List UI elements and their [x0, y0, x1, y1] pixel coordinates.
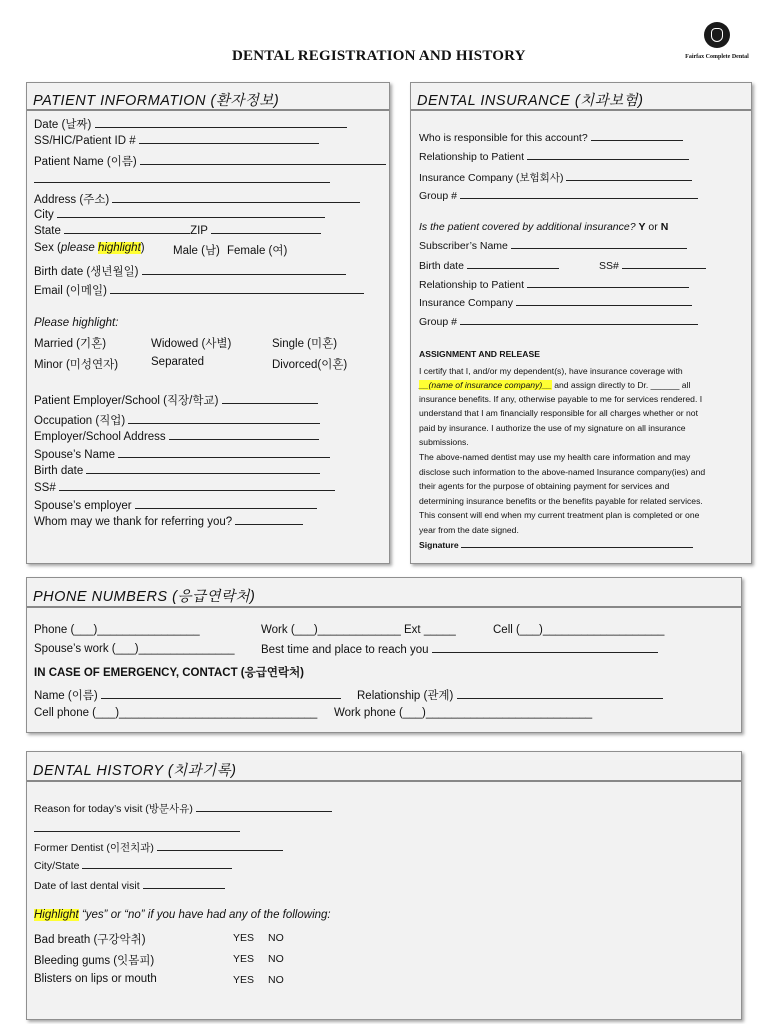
relationship-field-2[interactable]: Relationship to Patient [419, 278, 689, 291]
dental-insurance-heading: DENTAL INSURANCE (치과보험) [417, 93, 644, 109]
yes-option[interactable]: Y [638, 221, 646, 233]
visit-reason-field-line2[interactable] [34, 822, 240, 835]
condition-yes-option[interactable]: YES [233, 974, 255, 986]
work-phone-ext-field[interactable]: Work (___)_____________ Ext _____ [261, 624, 456, 636]
phone-numbers-heading: PHONE NUMBERS (응급연락처) [33, 589, 256, 605]
emergency-relationship-field[interactable]: Relationship (관계) [357, 687, 663, 703]
no-option[interactable]: N [660, 221, 669, 233]
condition-label: Blisters on lips or mouth [34, 973, 157, 985]
patient-name-field-line2[interactable] [34, 173, 330, 186]
clinic-logo [682, 22, 752, 60]
assignment-line: insurance benefits. If any, otherwise payable to me for services rendered. I [419, 394, 703, 404]
condition-no-option[interactable]: NO [268, 974, 284, 986]
dental-history-panel [26, 751, 742, 1020]
assignment-line: understand that I am financially responsible for all charges whether or not [419, 408, 698, 418]
signature-field[interactable]: Signature [419, 540, 693, 550]
assignment-line: I certify that I, and/or my dependent(s), have insurance coverage with [419, 366, 683, 376]
spouse-name-field[interactable]: Spouse’s Name [34, 448, 330, 461]
cell-field[interactable]: Cell (___)___________________ [493, 624, 665, 636]
referral-field[interactable]: Whom may we thank for referring you? [34, 515, 303, 528]
group-field-2[interactable]: Group # [419, 315, 698, 328]
spouse-birth-date-field[interactable]: Birth date [34, 464, 320, 477]
emergency-name-field[interactable]: Name (이름) [34, 687, 341, 703]
condition-yes-option[interactable]: YES [233, 932, 255, 944]
visit-reason-field[interactable]: Reason for today’s visit (방문사유) [34, 801, 332, 816]
male-option[interactable]: Male (남) [173, 245, 220, 257]
emergency-work-phone-field[interactable]: Work phone (___)__________________________ [334, 707, 593, 719]
subscriber-name-field[interactable]: Subscriber’s Name [419, 239, 687, 252]
married-option[interactable]: Married (기혼) [34, 338, 107, 350]
female-option[interactable]: Female (여) [227, 245, 288, 257]
insurance-company-field[interactable]: Insurance Company (보험회사) [419, 170, 692, 185]
tooth-logo-icon [704, 22, 730, 48]
patient-name-field[interactable]: Patient Name (이름) [34, 153, 386, 169]
condition-label: Bad breath (구강악취) [34, 934, 146, 946]
spouse-employer-field[interactable]: Spouse’s employer [34, 499, 317, 512]
subscriber-ss-field[interactable]: SS# [599, 259, 706, 272]
release-line: This consent will end when my current treatment plan is completed or one [419, 510, 700, 520]
assignment-line: submissions. [419, 437, 469, 447]
subscriber-birth-date-field[interactable]: Birth date [419, 259, 559, 272]
highlight-instructions: Highlight “yes” or “no” if you have had any of the following: [34, 909, 331, 921]
responsible-field[interactable]: Who is responsible for this account? [419, 131, 683, 144]
former-dentist-field[interactable]: Former Dentist (이전치과) [34, 840, 283, 855]
divorced-option[interactable]: Divorced(이혼) [272, 359, 348, 371]
assignment-heading: ASSIGNMENT AND RELEASE [419, 349, 540, 359]
condition-label: Bleeding gums (잇몸피) [34, 955, 155, 967]
best-time-field[interactable]: Best time and place to reach you [261, 643, 658, 656]
spouse-ss-field[interactable]: SS# [34, 481, 335, 494]
condition-no-option[interactable]: NO [268, 932, 284, 944]
release-line: disclose such information to the above-named Insurance company(ies) and [419, 467, 706, 477]
patient-information-heading: PATIENT INFORMATION (환자정보) [33, 93, 280, 109]
assignment-line: __(name of insurance company)__ and assign directly to Dr. ______ all [419, 380, 691, 390]
phone-numbers-panel [26, 577, 742, 733]
dental-history-heading: DENTAL HISTORY (치과기록) [33, 763, 237, 779]
single-option[interactable]: Single (미혼) [272, 338, 338, 350]
employer-address-field[interactable]: Employer/School Address [34, 430, 319, 443]
separated-option[interactable]: Separated [151, 356, 205, 368]
condition-no-option[interactable]: NO [268, 953, 284, 965]
marital-status-label: Please highlight: [34, 317, 119, 329]
date-field[interactable]: Date (날짜) [34, 116, 347, 132]
condition-yes-option[interactable]: YES [233, 953, 255, 965]
document-title: DENTAL REGISTRATION AND HISTORY [232, 48, 526, 64]
assignment-line: paid by insurance. I authorize the use of my signature on all insurance [419, 423, 686, 433]
widowed-option[interactable]: Widowed (사별) [151, 338, 232, 350]
emergency-cell-phone-field[interactable]: Cell phone (___)_______________________________ [34, 707, 318, 719]
employer-school-field[interactable]: Patient Employer/School (직장/학교) [34, 392, 318, 408]
birth-date-field[interactable]: Birth date (생년월일) [34, 263, 346, 279]
patient-information-panel [26, 82, 390, 564]
ss-id-field[interactable]: SS/HIC/Patient ID # [34, 134, 319, 147]
last-visit-date-field[interactable]: Date of last dental visit [34, 879, 225, 892]
group-field[interactable]: Group # [419, 189, 698, 202]
state-zip-field[interactable]: State ZIP [34, 224, 321, 237]
dental-insurance-panel [410, 82, 752, 564]
city-state-field[interactable]: City/State [34, 859, 232, 872]
relationship-field[interactable]: Relationship to Patient [419, 150, 689, 163]
insurance-company-field-2[interactable]: Insurance Company [419, 296, 692, 309]
release-line: their agents for the purpose of obtaining payment for services and [419, 481, 670, 491]
emergency-contact-heading: IN CASE OF EMERGENCY, CONTACT (응급연락처) [34, 667, 305, 679]
occupation-field[interactable]: Occupation (직업) [34, 412, 320, 428]
spouse-work-field[interactable]: Spouse’s work (___)_______________ [34, 643, 235, 655]
minor-option[interactable]: Minor (미성연자) [34, 359, 119, 371]
logo-text: Fairfax Complete Dental [685, 54, 749, 60]
city-field[interactable]: City [34, 208, 325, 221]
release-line: The above-named dentist may use my health care information and may [419, 452, 691, 462]
release-line: determining insurance benefits or the benefits payable for related services. [419, 496, 703, 506]
additional-insurance-question: Is the patient covered by additional insurance? Y or N [419, 221, 669, 233]
address-field[interactable]: Address (주소) [34, 191, 360, 207]
phone-field[interactable]: Phone (___)________________ [34, 624, 200, 636]
sex-selection: Sex (please highlight) [34, 242, 145, 254]
release-line: year from the date signed. [419, 525, 519, 535]
email-field[interactable]: Email (이메일) [34, 282, 364, 298]
